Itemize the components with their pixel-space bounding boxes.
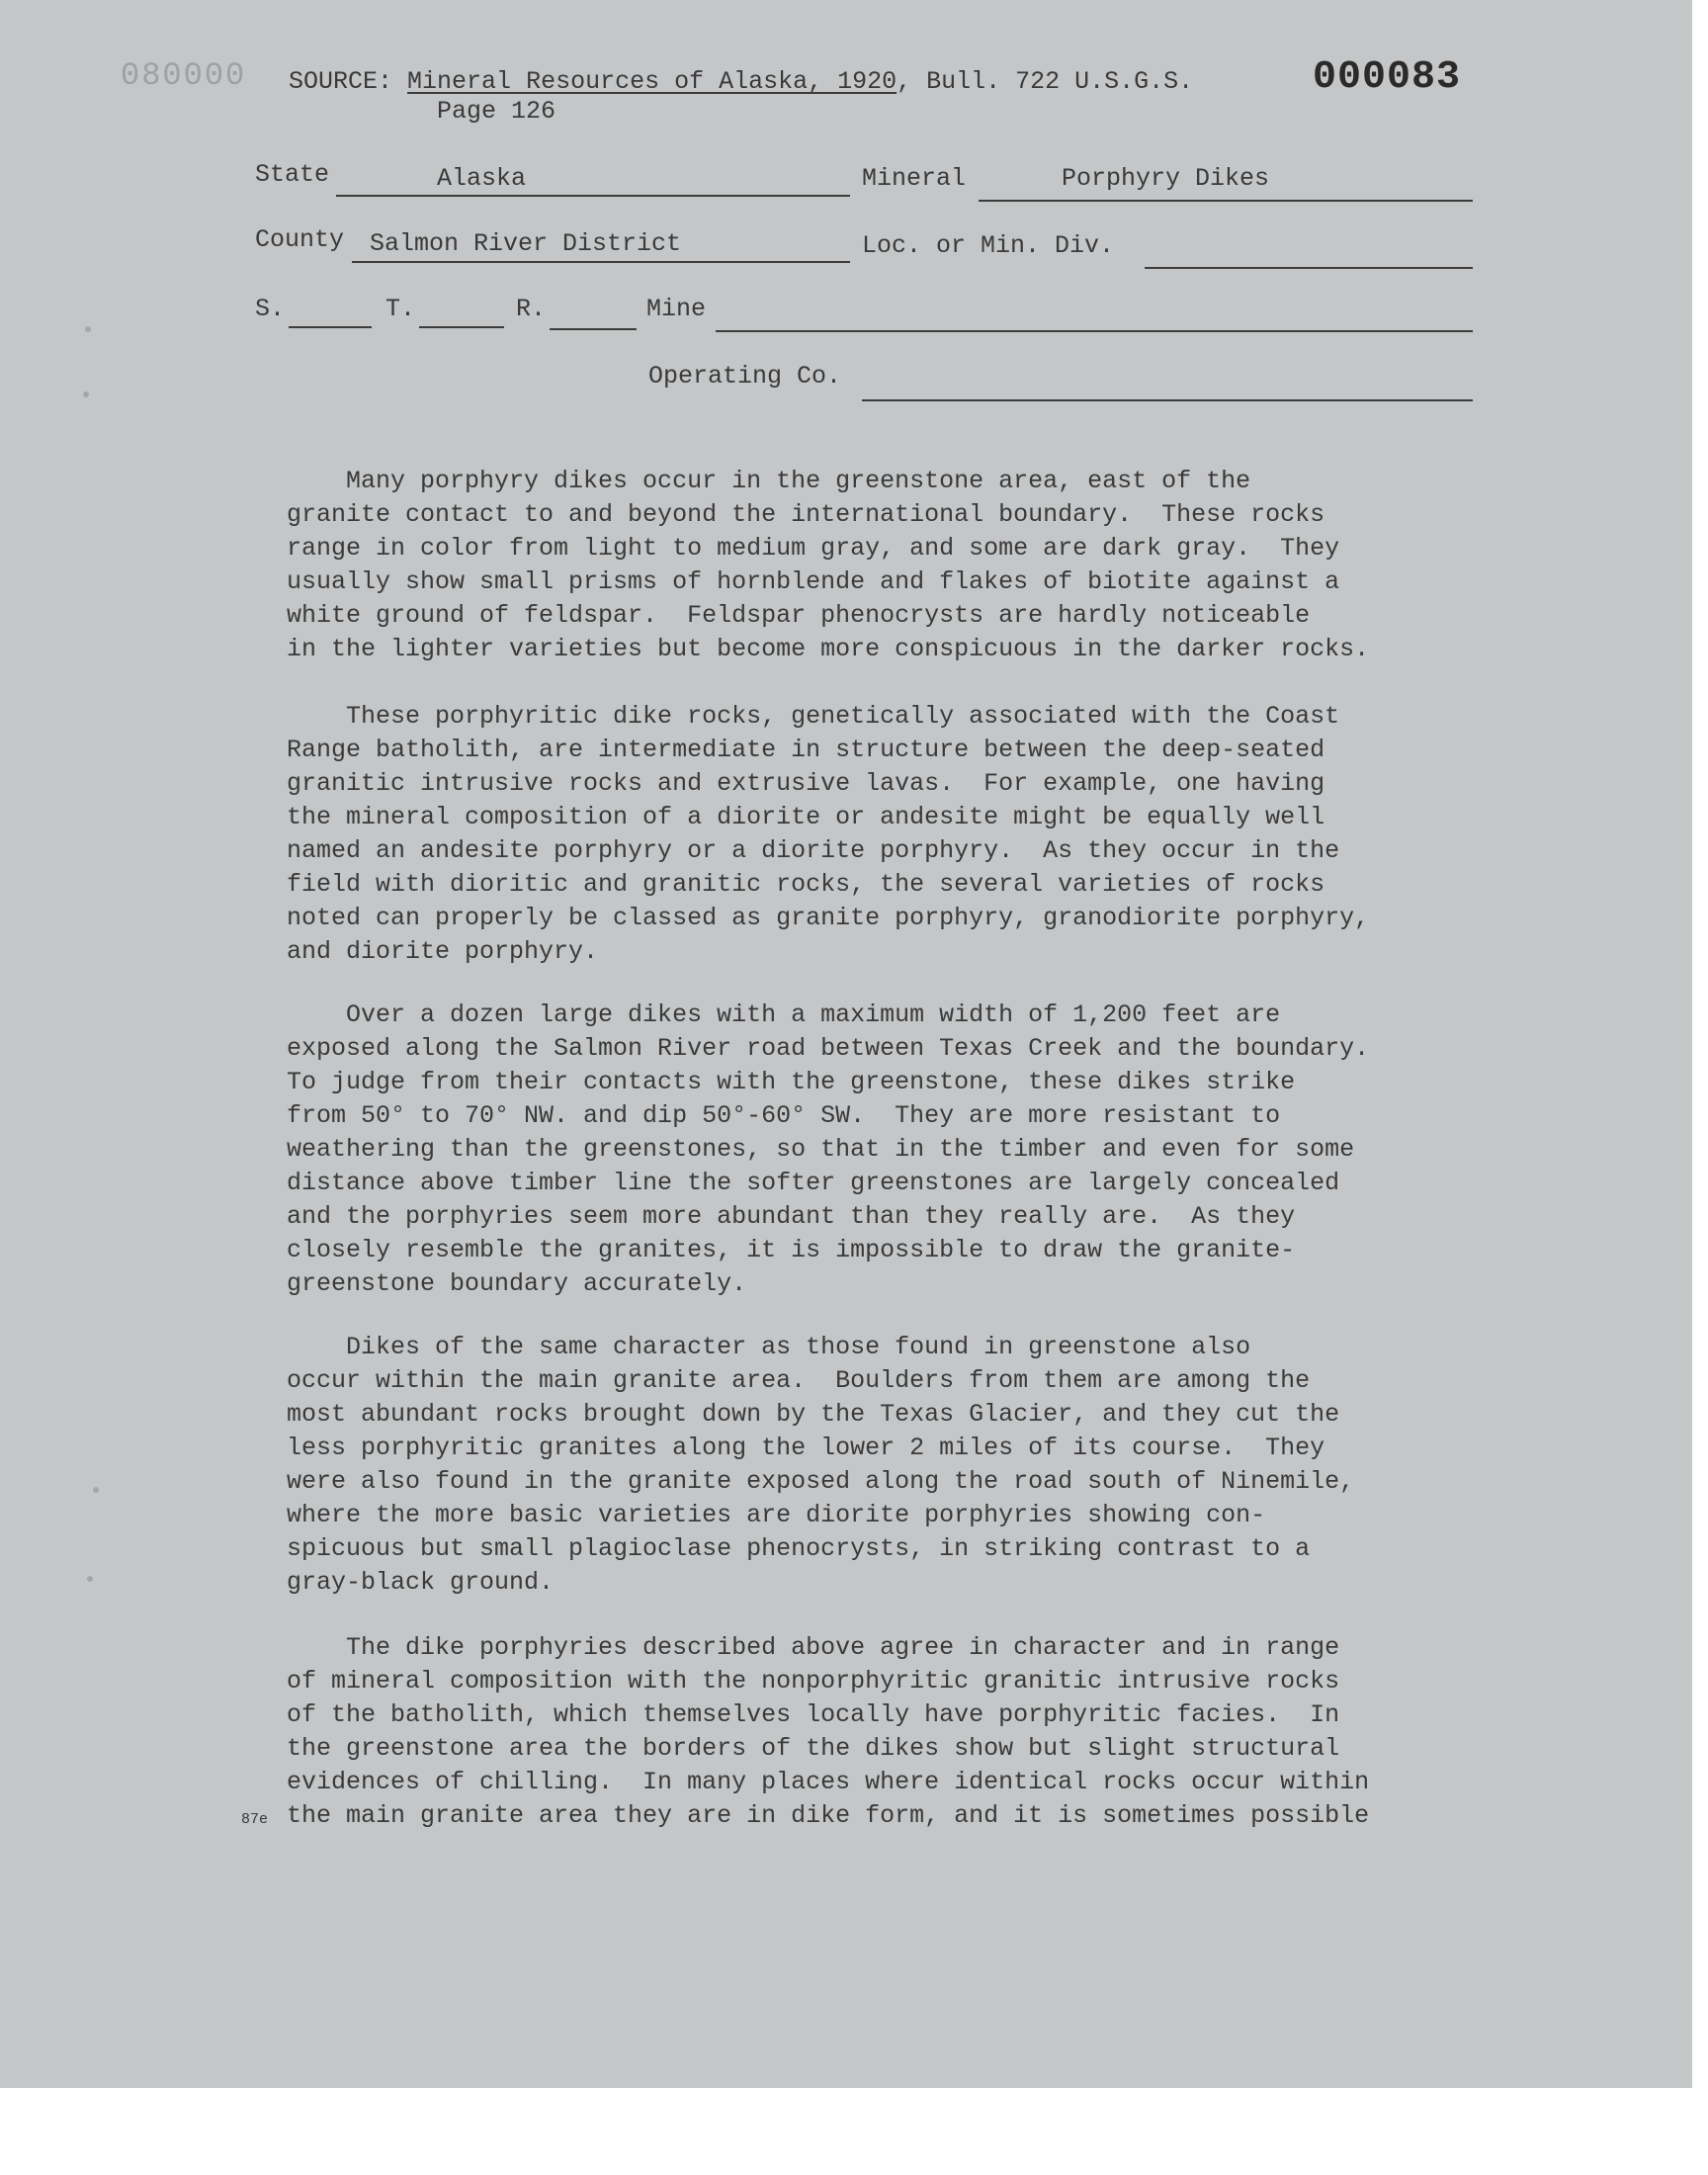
operating-co-label: Operating Co. bbox=[648, 362, 842, 391]
source-title: Mineral Resources of Alaska, 1920 bbox=[407, 67, 897, 96]
section-underline bbox=[289, 326, 372, 328]
mine-underline bbox=[716, 330, 1473, 332]
faint-stamp-number: 080000 bbox=[121, 57, 247, 94]
scan-speck bbox=[85, 326, 91, 332]
paragraph-3: Over a dozen large dikes with a maximum width of 1,200 feet are exposed along the Salmon River road between Texas Creek and the boundary. To judge from their contacts with the greenstone, these dikes strike from 50° to 70° NW. and dip 50°-60° SW. They are more resistant to weathering than the greenstones, so that in the timber and even for some distance above timber line the softer greenstones are largely concealed and the porphyries seem more abundant than they really are. As they closely resemble the granites, it is impossible to draw the granite- greenstone boundary accurately. bbox=[287, 1000, 1370, 1298]
mineral-value: Porphyry Dikes bbox=[1062, 164, 1270, 193]
paragraph-1: Many porphyry dikes occur in the greenstone area, east of the granite contact to and beyond the international boundary. These rocks range in color from light to medium gray, and some are dark gray. They usually show small prisms of hornblende and flakes of biotite against a white ground of feldspar. Feldspar phenocrysts are hardly noticeable in the lighter varieties but become more conspicuous in the darker rocks. bbox=[287, 467, 1370, 663]
state-underline bbox=[336, 195, 850, 197]
county-value: Salmon River District bbox=[370, 229, 682, 258]
source-label: SOURCE: bbox=[289, 67, 393, 96]
loc-underline bbox=[1145, 267, 1473, 269]
scan-speck bbox=[87, 1576, 93, 1582]
township-underline bbox=[419, 326, 504, 328]
township-label: T. bbox=[385, 295, 416, 323]
county-label: County bbox=[255, 225, 345, 254]
loc-label: Loc. or Min. Div. bbox=[862, 231, 1115, 260]
source-line bbox=[289, 67, 1193, 96]
paragraph-2: These porphyritic dike rocks, genetically associated with the Coast Range batholith, are intermediate in structure between the deep-seated granitic intrusive rocks and extrusive lavas. For example, one having the mineral composition of a diorite or andesite might be equally well named an andesite porphyry or a diorite porphyry. As they occur in the field with dioritic and granitic rocks, the several varieties of rocks noted can properly be classed as granite porphyry, granodiorite porphyry, and diorite porphyry. bbox=[287, 702, 1370, 966]
state-label: State bbox=[255, 160, 330, 189]
range-underline bbox=[550, 328, 637, 330]
paragraph-4: Dikes of the same character as those found in greenstone also occur within the main granite area. Boulders from them are among the most abundant rocks brought down by the Texas Glacier, and they cut the less porphyritic granites along the lower 2 miles of its course. They were also found in the granite exposed along the road south of Ninemile, where the more basic varieties are diorite porphyries showing con- spicuous but small plagioclase phenocrysts, in striking contrast to a gray-black ground. bbox=[287, 1333, 1355, 1597]
section-label: S. bbox=[255, 295, 286, 323]
mine-label: Mine bbox=[646, 295, 707, 323]
state-value: Alaska bbox=[437, 164, 527, 193]
mineral-label: Mineral bbox=[862, 164, 967, 193]
margin-note: 87e bbox=[241, 1811, 269, 1828]
paragraph-5: The dike porphyries described above agree in character and in range of mineral composition with the nonporphyritic granitic intrusive rocks of the batholith, which themselves locally have porphyritic facies. In the greenstone area the borders of the dikes show but slight structural evidences of chilling. In many places where identical rocks occur within the main granite area they are in dike form, and it is sometimes possible bbox=[287, 1633, 1370, 1830]
scan-speck bbox=[93, 1487, 99, 1493]
mineral-underline bbox=[979, 200, 1473, 202]
range-label: R. bbox=[516, 295, 547, 323]
source-rest: , Bull. 722 U.S.G.S. bbox=[897, 67, 1194, 96]
scan-speck bbox=[83, 392, 89, 397]
operating-co-underline bbox=[862, 399, 1473, 401]
county-underline bbox=[352, 261, 850, 263]
source-page: Page 126 bbox=[437, 97, 556, 126]
document-number: 000083 bbox=[1313, 55, 1462, 100]
